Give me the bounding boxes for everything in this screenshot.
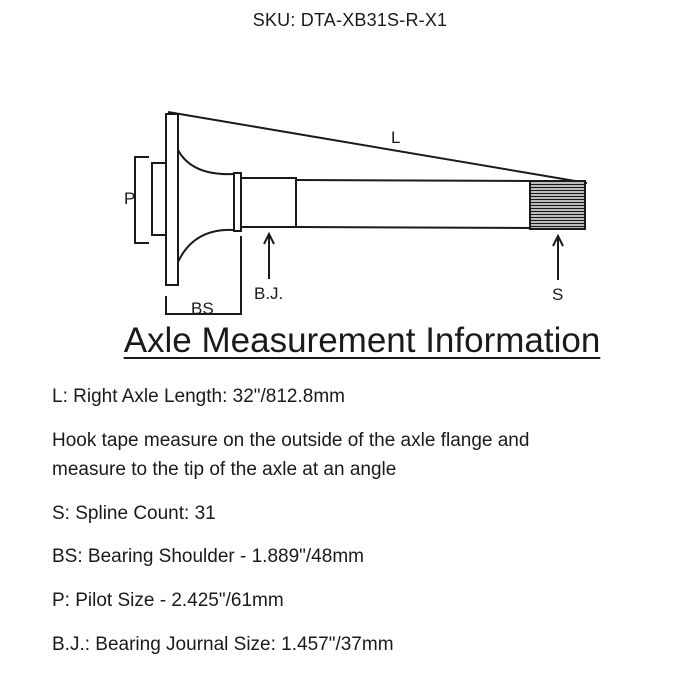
axle-shaft (296, 180, 530, 228)
label-pilot: P (124, 189, 136, 208)
axle-flange (166, 114, 178, 285)
label-spline: S (552, 285, 564, 304)
pilot-hub (152, 163, 166, 235)
spline-section (530, 181, 585, 229)
bearing-shoulder-collar (234, 173, 241, 231)
info-bearing-journal: B.J.: Bearing Journal Size: 1.457"/37mm (52, 634, 394, 655)
info-note-line-2: measure to the tip of the axle at an angle (52, 459, 397, 480)
label-length: L (391, 128, 401, 147)
pilot-bracket (135, 157, 149, 243)
info-spline: S: Spline Count: 31 (52, 503, 216, 524)
bearing-journal (241, 178, 296, 227)
info-pilot: P: Pilot Size - 2.425"/61mm (52, 590, 284, 611)
axle-diagram (0, 0, 700, 330)
info-note-line-1: Hook tape measure on the outside of the axle flange and (52, 430, 530, 451)
flange-fillet-top (178, 150, 234, 174)
info-length: L: Right Axle Length: 32"/812.8mm (52, 386, 345, 407)
page-title: Axle Measurement Information (123, 321, 601, 360)
info-measure-note (52, 426, 682, 484)
axle-drawing (135, 112, 587, 314)
info-bearing-shoulder: BS: Bearing Shoulder - 1.889"/48mm (52, 546, 364, 567)
length-line (168, 112, 587, 183)
flange-fillet-bottom (178, 230, 234, 262)
label-bearing-shoulder: BS (191, 299, 214, 318)
label-bearing-journal: B.J. (254, 284, 284, 303)
sku-label: SKU: DTA-XB31S-R-X1 (252, 10, 448, 30)
